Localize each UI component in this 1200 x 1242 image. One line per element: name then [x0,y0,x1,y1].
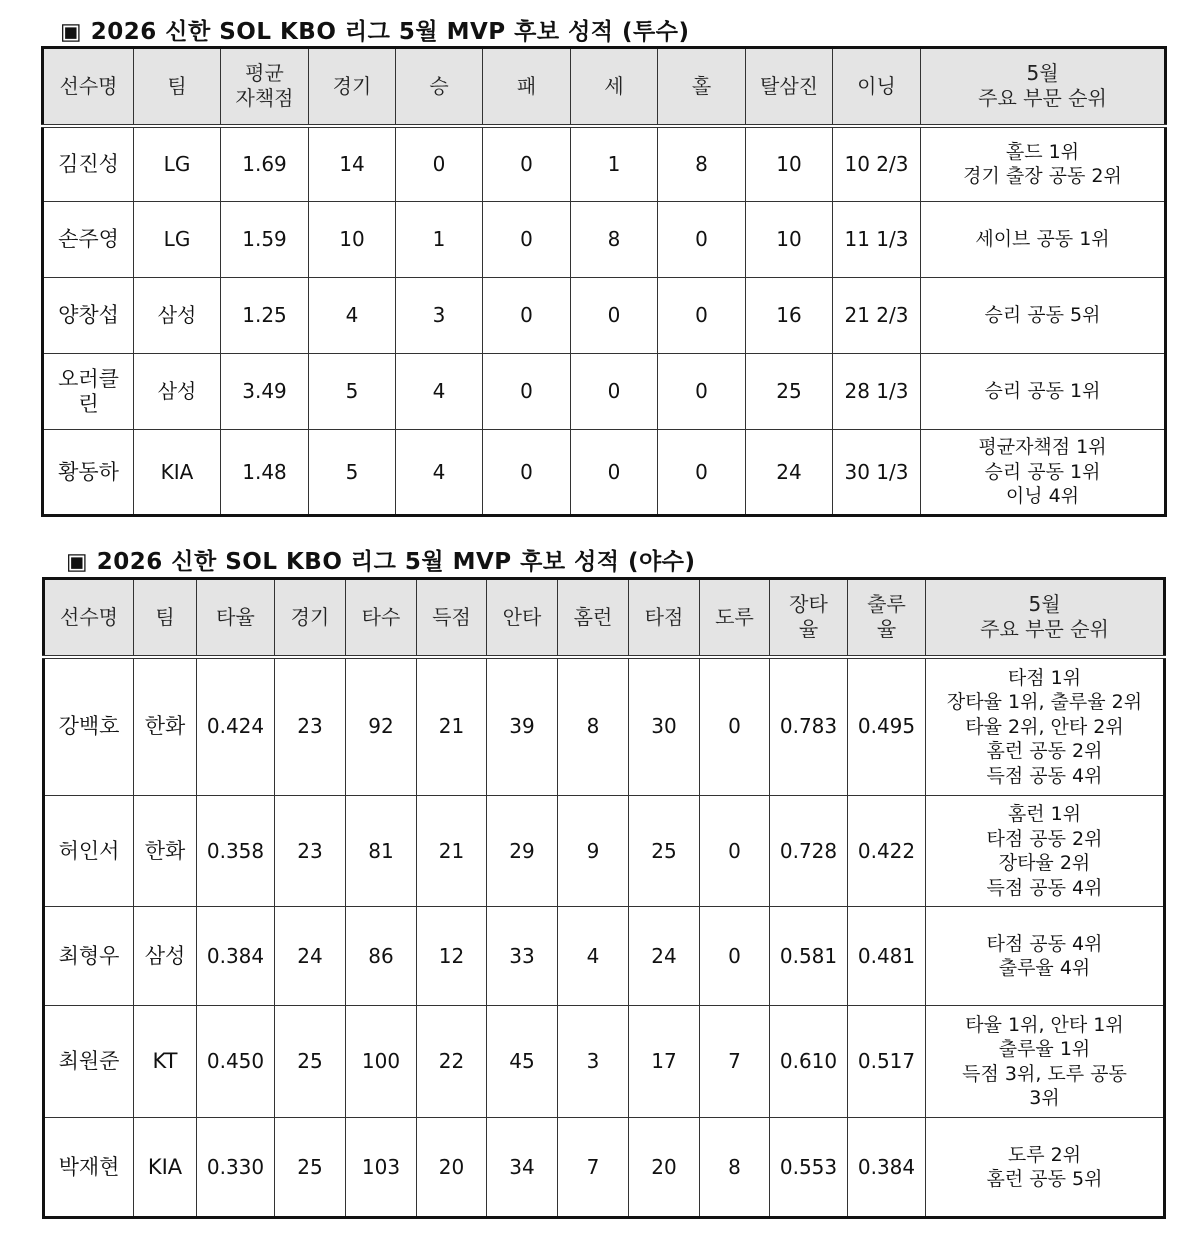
header-rbi: 타점 [629,579,700,657]
rankings-cell: 타점 공동 4위 출루율 4위 [926,907,1165,1006]
strikeouts-cell: 16 [746,278,833,354]
header-player-name: 선수명 [43,48,134,126]
games-cell: 5 [309,354,396,430]
innings-cell: 10 2/3 [833,126,921,202]
strikeouts-cell: 10 [746,202,833,278]
saves-cell: 1 [571,126,658,202]
table-header-row [43,48,1166,126]
games-cell: 24 [275,907,346,1006]
slugging-cell: 0.783 [770,657,848,796]
losses-cell: 0 [483,126,571,202]
wins-cell: 4 [396,430,483,516]
header-losses: 패 [483,48,571,126]
games-cell: 14 [309,126,396,202]
slugging-cell: 0.728 [770,796,848,907]
pitcher-section-title: ▣ 2026 신한 SOL KBO 리그 5월 MVP 후보 성적 (투수) [60,19,690,45]
games-cell: 25 [275,1006,346,1118]
on-base-cell: 0.517 [848,1006,926,1118]
games-cell: 4 [309,278,396,354]
hits-cell: 45 [487,1006,558,1118]
runs-cell: 21 [417,796,487,907]
table-row [44,1118,1165,1218]
header-may-rankings: 5월 주요 부문 순위 [926,579,1165,657]
player-name: 황동하 [43,430,134,516]
table-header-row [44,579,1165,657]
batting-average-cell: 0.358 [197,796,275,907]
team-cell: KIA [134,430,221,516]
team-cell: LG [134,126,221,202]
batting-average-cell: 0.384 [197,907,275,1006]
on-base-cell: 0.481 [848,907,926,1006]
innings-cell: 11 1/3 [833,202,921,278]
rbi-cell: 25 [629,796,700,907]
table-row [44,907,1165,1006]
era-cell: 1.59 [221,202,309,278]
on-base-cell: 0.422 [848,796,926,907]
wins-cell: 4 [396,354,483,430]
runs-cell: 12 [417,907,487,1006]
player-name: 양창섭 [43,278,134,354]
hits-cell: 29 [487,796,558,907]
home-runs-cell: 8 [558,657,629,796]
runs-cell: 21 [417,657,487,796]
header-strikeouts: 탈삼진 [746,48,833,126]
team-cell: 한화 [134,796,197,907]
header-games: 경기 [309,48,396,126]
team-cell: 한화 [134,657,197,796]
hits-cell: 34 [487,1118,558,1218]
rankings-cell: 타점 1위 장타율 1위, 출루율 2위 타율 2위, 안타 2위 홈런 공동 2위 득점 공동 4위 [926,657,1165,796]
hits-cell: 33 [487,907,558,1006]
runs-cell: 22 [417,1006,487,1118]
header-hits: 안타 [487,579,558,657]
stolen-bases-cell: 8 [700,1118,770,1218]
strikeouts-cell: 25 [746,354,833,430]
saves-cell: 0 [571,278,658,354]
slugging-cell: 0.610 [770,1006,848,1118]
home-runs-cell: 9 [558,796,629,907]
table-row [43,126,1166,202]
team-cell: 삼성 [134,907,197,1006]
wins-cell: 3 [396,278,483,354]
batting-average-cell: 0.330 [197,1118,275,1218]
header-on-base: 출루 율 [848,579,926,657]
player-name: 박재현 [44,1118,134,1218]
games-cell: 10 [309,202,396,278]
team-cell: 삼성 [134,278,221,354]
header-player-name: 선수명 [44,579,134,657]
rankings-cell: 승리 공동 1위 [921,354,1166,430]
table-row [44,796,1165,907]
team-cell: 삼성 [134,354,221,430]
pitcher-stats-table [41,46,1167,517]
rbi-cell: 30 [629,657,700,796]
rbi-cell: 24 [629,907,700,1006]
runs-cell: 20 [417,1118,487,1218]
hits-cell: 39 [487,657,558,796]
header-team: 팀 [134,48,221,126]
rankings-cell: 홈런 1위 타점 공동 2위 장타율 2위 득점 공동 4위 [926,796,1165,907]
slugging-cell: 0.553 [770,1118,848,1218]
games-cell: 5 [309,430,396,516]
team-cell: KIA [134,1118,197,1218]
player-name: 손주영 [43,202,134,278]
at-bats-cell: 103 [346,1118,417,1218]
stolen-bases-cell: 7 [700,1006,770,1118]
home-runs-cell: 7 [558,1118,629,1218]
header-wins: 승 [396,48,483,126]
era-cell: 1.69 [221,126,309,202]
wins-cell: 0 [396,126,483,202]
rbi-cell: 17 [629,1006,700,1118]
table-row [43,278,1166,354]
header-home-runs: 홈런 [558,579,629,657]
player-name: 김진성 [43,126,134,202]
header-holds: 홀 [658,48,746,126]
innings-cell: 30 1/3 [833,430,921,516]
strikeouts-cell: 10 [746,126,833,202]
games-cell: 25 [275,1118,346,1218]
at-bats-cell: 100 [346,1006,417,1118]
header-stolen-bases: 도루 [700,579,770,657]
home-runs-cell: 4 [558,907,629,1006]
rankings-cell: 도루 2위 홈런 공동 5위 [926,1118,1165,1218]
at-bats-cell: 92 [346,657,417,796]
table-row [43,430,1166,516]
holds-cell: 0 [658,354,746,430]
header-runs: 득점 [417,579,487,657]
holds-cell: 0 [658,278,746,354]
header-at-bats: 타수 [346,579,417,657]
table-row [44,657,1165,796]
at-bats-cell: 86 [346,907,417,1006]
saves-cell: 8 [571,202,658,278]
batter-stats-table [42,577,1166,1219]
era-cell: 1.48 [221,430,309,516]
at-bats-cell: 81 [346,796,417,907]
wins-cell: 1 [396,202,483,278]
innings-cell: 21 2/3 [833,278,921,354]
batter-section-title: ▣ 2026 신한 SOL KBO 리그 5월 MVP 후보 성적 (야수) [66,549,696,575]
batting-average-cell: 0.450 [197,1006,275,1118]
stolen-bases-cell: 0 [700,796,770,907]
header-saves: 세 [571,48,658,126]
player-name: 최원준 [44,1006,134,1118]
on-base-cell: 0.384 [848,1118,926,1218]
losses-cell: 0 [483,202,571,278]
batting-average-cell: 0.424 [197,657,275,796]
header-batting-average: 타율 [197,579,275,657]
team-cell: LG [134,202,221,278]
on-base-cell: 0.495 [848,657,926,796]
header-era: 평균 자책점 [221,48,309,126]
slugging-cell: 0.581 [770,907,848,1006]
home-runs-cell: 3 [558,1006,629,1118]
losses-cell: 0 [483,278,571,354]
saves-cell: 0 [571,430,658,516]
losses-cell: 0 [483,354,571,430]
strikeouts-cell: 24 [746,430,833,516]
stolen-bases-cell: 0 [700,907,770,1006]
rankings-cell: 홀드 1위 경기 출장 공동 2위 [921,126,1166,202]
team-cell: KT [134,1006,197,1118]
losses-cell: 0 [483,430,571,516]
table-row [44,1006,1165,1118]
holds-cell: 8 [658,126,746,202]
table-row [43,202,1166,278]
player-name: 강백호 [44,657,134,796]
rankings-cell: 타율 1위, 안타 1위 출루율 1위 득점 3위, 도루 공동 3위 [926,1006,1165,1118]
header-games: 경기 [275,579,346,657]
player-name: 허인서 [44,796,134,907]
era-cell: 1.25 [221,278,309,354]
player-name: 최형우 [44,907,134,1006]
holds-cell: 0 [658,430,746,516]
header-may-rankings: 5월 주요 부문 순위 [921,48,1166,126]
header-innings: 이닝 [833,48,921,126]
games-cell: 23 [275,657,346,796]
rankings-cell: 세이브 공동 1위 [921,202,1166,278]
era-cell: 3.49 [221,354,309,430]
rankings-cell: 승리 공동 5위 [921,278,1166,354]
rankings-cell: 평균자책점 1위 승리 공동 1위 이닝 4위 [921,430,1166,516]
table-row [43,354,1166,430]
holds-cell: 0 [658,202,746,278]
header-team: 팀 [134,579,197,657]
innings-cell: 28 1/3 [833,354,921,430]
player-name: 오러클 린 [43,354,134,430]
games-cell: 23 [275,796,346,907]
rbi-cell: 20 [629,1118,700,1218]
stolen-bases-cell: 0 [700,657,770,796]
header-slugging: 장타 율 [770,579,848,657]
saves-cell: 0 [571,354,658,430]
